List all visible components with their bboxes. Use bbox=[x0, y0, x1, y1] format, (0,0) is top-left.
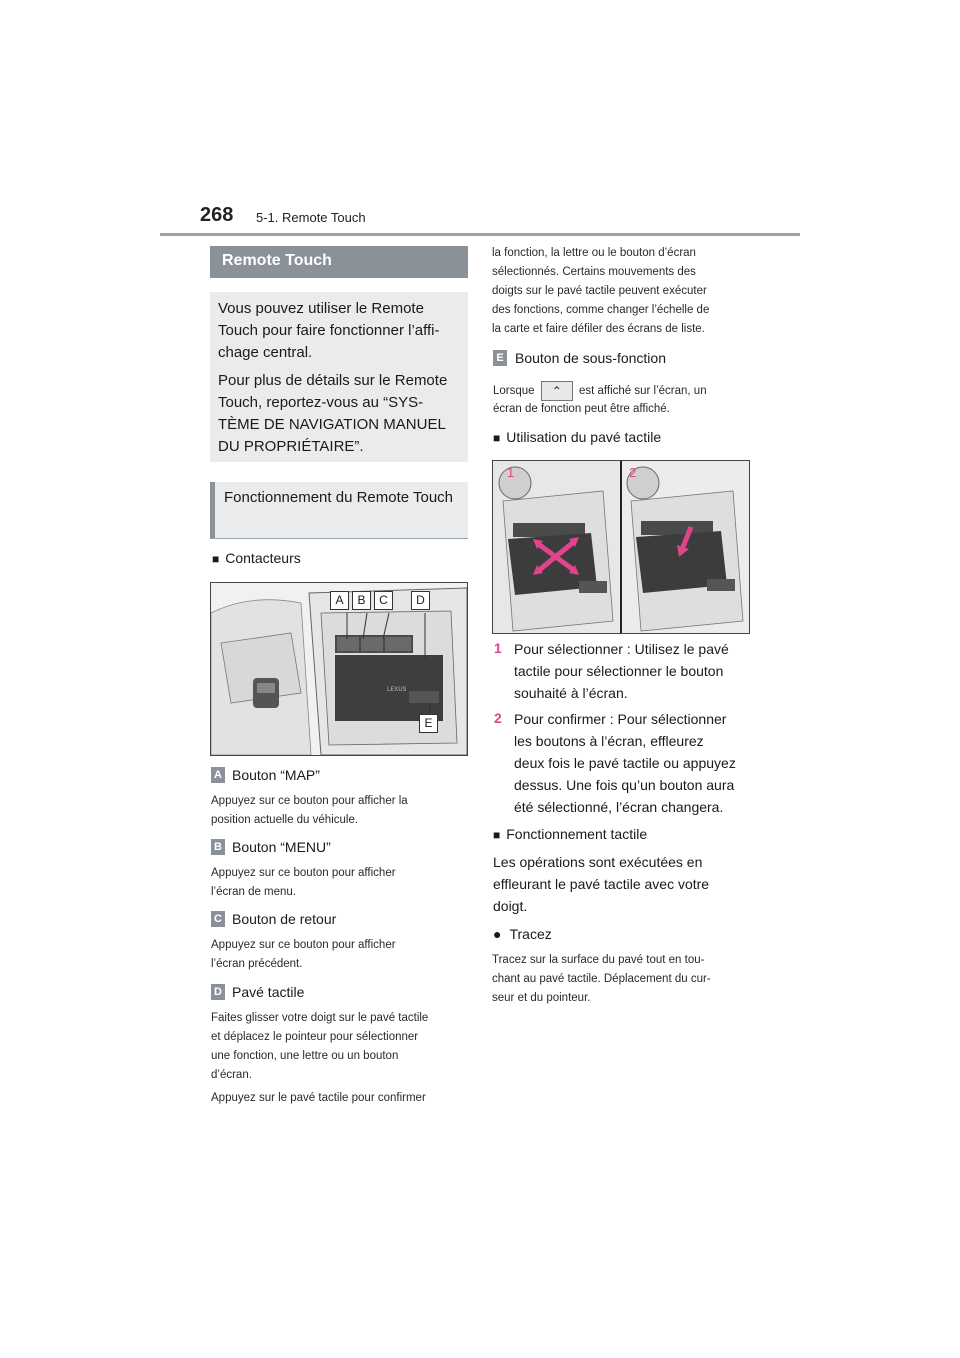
sub-function-icon: ⌃ bbox=[541, 381, 573, 401]
item-e-desc-2: écran de fonction peut être affiché. bbox=[493, 403, 670, 415]
title-box bbox=[210, 246, 468, 278]
header-divider bbox=[160, 233, 800, 236]
subsection-divider bbox=[210, 538, 468, 539]
tactile-text-line-1: Les opérations sont exécutées en bbox=[493, 854, 703, 870]
item-b-desc-2: l’écran de menu. bbox=[211, 886, 297, 898]
item-b-desc-1: Appuyez sur ce bouton pour afficher bbox=[211, 867, 396, 879]
step-1-number: 1 bbox=[494, 640, 502, 656]
figure-label-1: 1 bbox=[507, 465, 515, 480]
contacteurs-heading-text: Contacteurs bbox=[225, 550, 301, 566]
step-2-line-4: dessus. Une fois qu’un bouton aura bbox=[514, 777, 735, 793]
item-d-desc-1: Faites glisser votre doigt sur le pavé tactile bbox=[211, 1012, 429, 1024]
item-e-desc-1 bbox=[493, 381, 707, 401]
contacteurs-heading bbox=[212, 549, 301, 568]
cont-desc-1: la fonction, la lettre ou le bouton d’écran bbox=[492, 247, 696, 259]
square-bullet-icon: ■ bbox=[212, 552, 220, 566]
item-c-tag: C bbox=[211, 911, 225, 927]
item-d-tag: D bbox=[211, 984, 225, 1000]
tactile-text-line-2: effleurant le pavé tactile avec votre bbox=[493, 876, 710, 892]
touchpad-illustration bbox=[493, 461, 749, 633]
step-2-line-5: été sélectionné, l’écran changera. bbox=[514, 799, 724, 815]
item-e-desc-1b: est affiché sur l’écran, un bbox=[578, 385, 707, 398]
touchpad-heading bbox=[493, 428, 661, 447]
tactile-text-line-3: doigt. bbox=[493, 898, 528, 914]
callout-d: D bbox=[411, 591, 430, 610]
page-title: Remote Touch bbox=[222, 252, 332, 269]
step-2-line-3: deux fois le pavé tactile ou appuyez bbox=[514, 755, 736, 771]
intro-box bbox=[210, 292, 468, 462]
callout-c: C bbox=[374, 591, 393, 610]
trace-desc-1: Tracez sur la surface du pavé tout en tou- bbox=[492, 954, 705, 966]
item-d-desc-3: une fonction, une lettre ou un bouton bbox=[211, 1050, 399, 1062]
item-d-desc-2: et déplacez le pointeur pour sélectionner bbox=[211, 1031, 419, 1043]
step-2 bbox=[514, 708, 742, 818]
touchpad-figure bbox=[492, 460, 750, 634]
touchpad-heading-text: Utilisation du pavé tactile bbox=[506, 429, 662, 445]
step-1 bbox=[514, 638, 742, 704]
tactile-text bbox=[493, 851, 753, 917]
step-1-line-2: tactile pour sélectionner le bouton bbox=[514, 663, 724, 679]
item-e-label: Bouton de sous-fonction bbox=[515, 350, 666, 366]
figure-label-2: 2 bbox=[629, 465, 637, 480]
item-c-desc-2: l’écran précédent. bbox=[211, 958, 303, 970]
cont-desc-2: sélectionnés. Certains mouvements des bbox=[492, 266, 696, 278]
item-a-label: Bouton “MAP” bbox=[232, 767, 320, 783]
page-number: 268 bbox=[200, 204, 234, 226]
item-a-desc-1: Appuyez sur ce bouton pour afficher la bbox=[211, 795, 408, 807]
step-2-number: 2 bbox=[494, 710, 502, 726]
cont-desc-5: la carte et faire défiler des écrans de liste. bbox=[492, 323, 705, 335]
item-d-desc-4: d’écran. bbox=[211, 1069, 252, 1081]
trace-label: Tracez bbox=[509, 926, 552, 942]
trace-desc-3: seur et du pointeur. bbox=[492, 992, 591, 1004]
item-e-desc-1a: Lorsque bbox=[493, 385, 535, 398]
tactile-heading-text: Fonctionnement tactile bbox=[506, 826, 648, 842]
item-c-desc-1: Appuyez sur ce bouton pour afficher bbox=[211, 939, 396, 951]
callout-e: E bbox=[419, 714, 438, 733]
item-c-label: Bouton de retour bbox=[232, 911, 337, 927]
intro-paragraph-2: Pour plus de détails sur le Remote Touch, reportez-vous au “SYS-TÈME DE NAVIGATION MANUEL DU PROPRIÉTAIRE”. bbox=[218, 372, 448, 455]
step-2-line-1: Pour confirmer : Pour sélectionner bbox=[514, 711, 727, 727]
svg-text:LEXUS: LEXUS bbox=[387, 686, 407, 693]
item-b-tag: B bbox=[211, 839, 225, 855]
section-title: 5-1. Remote Touch bbox=[256, 210, 366, 225]
callout-a: A bbox=[330, 591, 349, 610]
step-1-line-1: Pour sélectionner : Utilisez le pavé bbox=[514, 641, 729, 657]
item-b-label: Bouton “MENU” bbox=[232, 839, 331, 855]
item-a-desc-2: position actuelle du véhicule. bbox=[211, 814, 359, 826]
item-d-desc-5: Appuyez sur le pavé tactile pour confirmer bbox=[211, 1092, 426, 1104]
bullet-dot-icon: ● bbox=[493, 926, 502, 942]
trace-desc-2: chant au pavé tactile. Déplacement du cur- bbox=[492, 973, 711, 985]
callout-b: B bbox=[352, 591, 371, 610]
item-a-tag: A bbox=[211, 767, 225, 783]
step-1-line-3: souhaité à l’écran. bbox=[514, 685, 628, 701]
subsection-box bbox=[210, 482, 468, 538]
step-2-line-2: les boutons à l’écran, effleurez bbox=[514, 733, 704, 749]
intro-paragraph-1: Vous pouvez utiliser le Remote Touch pour faire fonctionner l’affi-chage central. bbox=[218, 300, 440, 361]
cont-desc-4: des fonctions, comme changer l’échelle de bbox=[492, 304, 710, 316]
trace-item bbox=[493, 923, 552, 945]
square-bullet-icon: ■ bbox=[493, 828, 501, 842]
item-d-label: Pavé tactile bbox=[232, 984, 305, 1000]
cont-desc-3: doigts sur le pavé tactile peuvent exécuter bbox=[492, 285, 707, 297]
remote-touch-figure bbox=[210, 582, 468, 756]
subsection-title: Fonctionnement du Remote Touch bbox=[224, 489, 454, 506]
item-e-tag: E bbox=[493, 350, 507, 366]
square-bullet-icon: ■ bbox=[493, 431, 501, 445]
tactile-heading bbox=[493, 825, 647, 844]
